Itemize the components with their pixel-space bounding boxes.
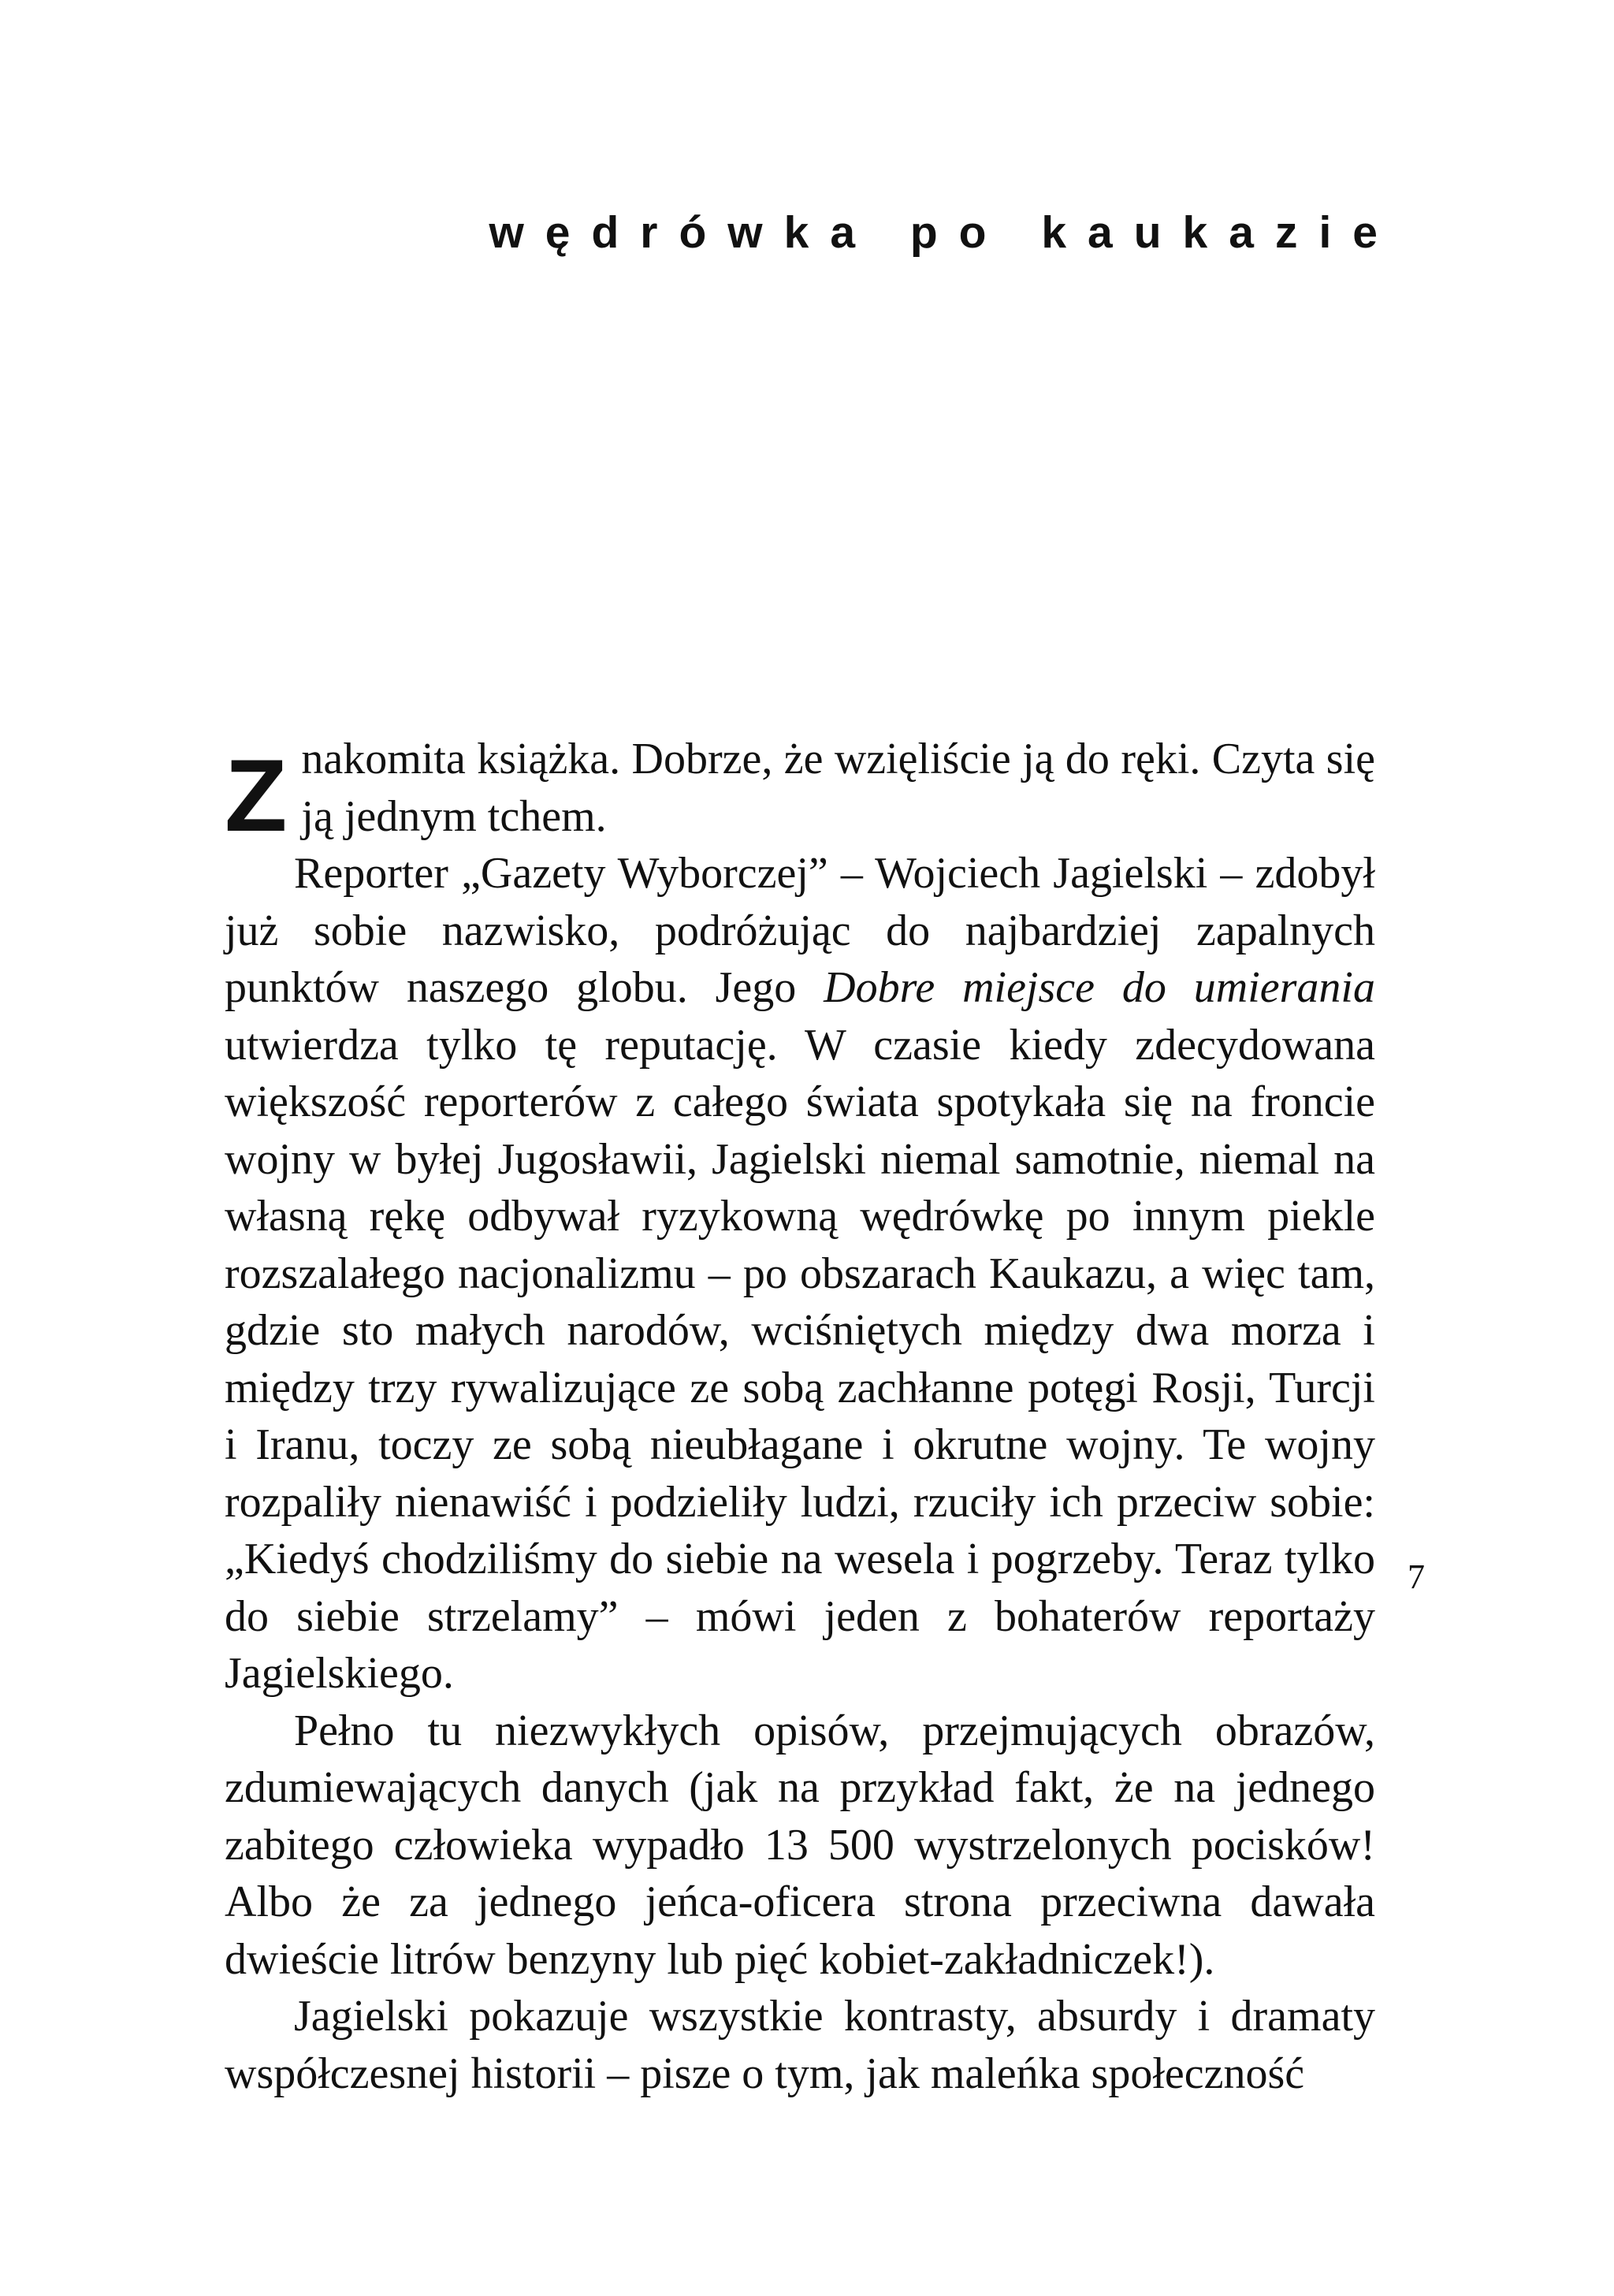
paragraph-4: Jagielski pokazuje wszystkie kontrasty, absurdy i dramaty współczesnej historii – pisze o tym, jak maleńka społeczność	[225, 1992, 1375, 2098]
paragraph-1	[225, 731, 1375, 853]
chapter-title: wędrówka po kaukazie	[489, 207, 1399, 258]
paragraph-3: Pełno tu niezwykłych opisów, przejmujących obrazów, zdumiewających danych (jak na przykład fakt, że na jednego zabitego człowieka wypadło 13 500 wystrzelonych pocisków! Albo że za jednego jeńca-oficera strona przeciwna dawała dwieście litrów benzyny lub pięć kobiet-zakładniczek!).	[225, 1706, 1375, 1984]
paragraph-1-text: nakomita książka. Dobrze, że wzięliście ją do ręki. Czyta się ją jednym tchem.	[301, 735, 1375, 841]
paragraph-2-text-start: Reporter „Gazety Wyborczej” – Wojciech Jagielski – zdobył już sobie nazwisko, podróżując do najbardziej zapalnych punktów naszego globu. Jego	[225, 849, 1375, 1012]
page-number: 7	[1408, 1557, 1425, 1596]
paragraph-2	[225, 845, 1375, 1702]
drop-cap: Z	[225, 738, 288, 853]
paragraph-2-text-end: utwierdza tylko tę reputację. W czasie kiedy zdecydowana większość reporterów z całego świata spotykała się na froncie wojny w byłej Jugosławii, Jagielski niemal samotnie, niemal na własną rękę odbywał ryzykowną wędrówkę po innym piekle rozszalałego nacjonalizmu – po obszarach Kaukazu, a więc tam, gdzie sto małych narodów, wciśniętych między dwa morza i między trzy rywalizujące ze sobą zachłanne potęgi Rosji, Turcji i Iranu, toczy ze sobą nieubłagane i okrutne wojny. Te wojny rozpaliły nienawiść i podzieliły ludzi, rzuciły ich przeciw sobie: „Kiedyś chodziliśmy do siebie na wesela i pogrzeby. Teraz tylko do siebie strzelamy” – mówi jeden z bohaterów reportaży Jagielskiego.	[225, 1020, 1375, 1698]
book-title-italic: Dobre miejsce do umierania	[824, 963, 1375, 1012]
body-text	[225, 731, 1375, 2102]
